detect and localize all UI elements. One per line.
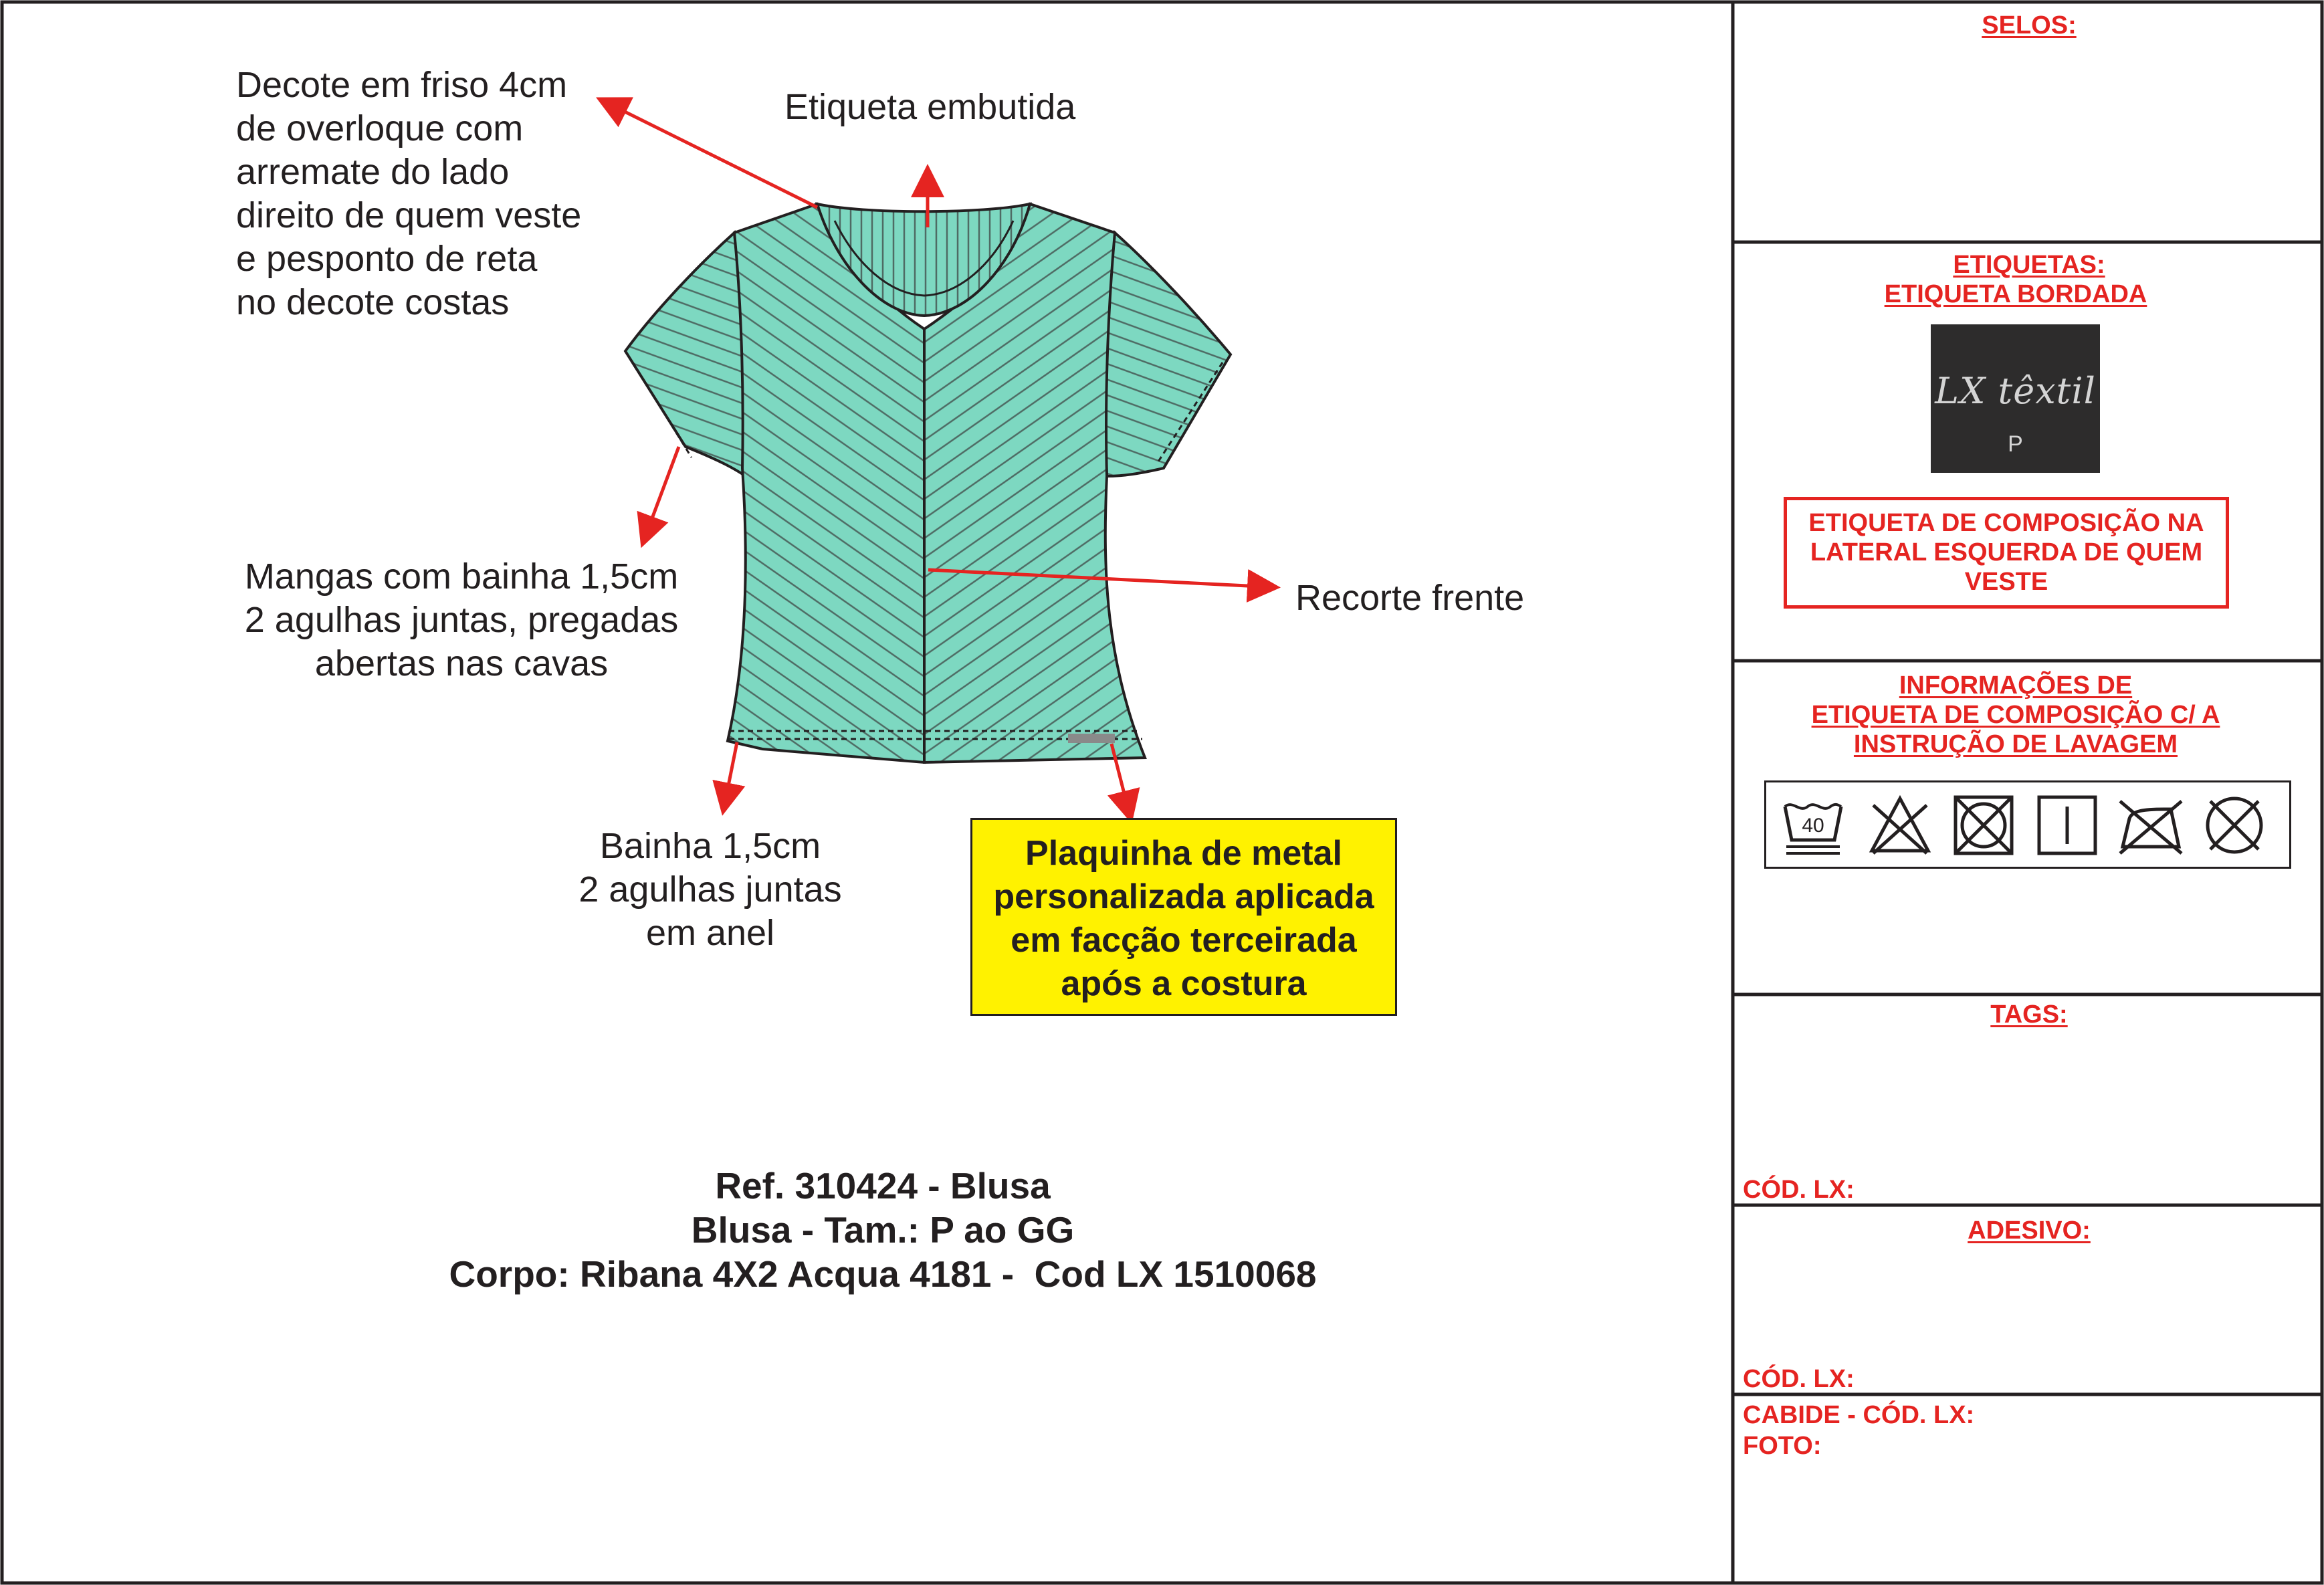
informacoes-heading — [1735, 671, 2297, 759]
annotation-mangas — [194, 555, 729, 685]
annotation-etiqueta — [784, 86, 1075, 129]
callout-line: após a costura — [1061, 964, 1307, 1003]
brand-label — [1931, 324, 2100, 473]
no-tumble-dry-icon — [1950, 792, 2017, 859]
annotation-line: direito de quem veste — [236, 195, 582, 235]
composition-line: VESTE — [1964, 568, 2048, 596]
annotation-line: Bainha 1,5cm — [599, 826, 821, 866]
annotation-line: Mangas com bainha 1,5cm — [244, 556, 679, 597]
no-iron-icon — [2117, 792, 2184, 859]
adesivo-heading: ADESIVO: — [1968, 1217, 2091, 1245]
annotation-line: 2 agulhas juntas — [578, 869, 842, 910]
composition-label-box — [1784, 497, 2229, 609]
foto-label: FOTO: — [1743, 1432, 1822, 1460]
annotation-line: Decote em friso 4cm — [236, 65, 568, 105]
no-dry-clean-icon — [2201, 792, 2268, 859]
left-sleeve — [625, 233, 746, 476]
callout-plaquinha — [970, 818, 1397, 1016]
brand-label-name: LX têxtil — [1935, 370, 2096, 412]
arrow-mangas — [643, 447, 679, 542]
etiqueta-bordada-heading: ETIQUETA BORDADA — [1884, 280, 2147, 308]
annotation-line: em anel — [645, 913, 775, 953]
annotation-line: 2 agulhas juntas, pregadas — [244, 600, 679, 640]
cod-lx-adesivo: CÓD. LX: — [1743, 1365, 1855, 1393]
annotation-line: abertas nas cavas — [314, 643, 609, 683]
cabide-cod-lx: CABIDE - CÓD. LX: — [1743, 1401, 1975, 1429]
callout-line: Plaquinha de metal — [1025, 834, 1342, 873]
brand-label-size: P — [2008, 431, 2023, 457]
annotation-bainha — [543, 825, 877, 955]
callout-line: personalizada aplicada — [993, 877, 1374, 916]
composition-line: ETIQUETA DE COMPOSIÇÃO NA — [1808, 509, 2204, 537]
annotation-line: arremate do lado — [236, 152, 510, 192]
metal-plate — [1068, 734, 1115, 743]
reference-line-2: Blusa - Tam.: P ao GG — [691, 1209, 1075, 1251]
no-bleach-icon — [1867, 792, 1933, 859]
wash-temperature: 40 — [1802, 815, 1824, 837]
care-symbols-row — [1764, 780, 2291, 869]
selos-heading: SELOS: — [1982, 11, 2077, 39]
arrow-bainha — [724, 742, 737, 809]
cod-lx-tags: CÓD. LX: — [1743, 1176, 1855, 1204]
annotation-line: no decote costas — [236, 282, 510, 322]
annotation-line: e pesponto de reta — [236, 239, 538, 279]
etiquetas-heading: ETIQUETAS: — [1953, 251, 2105, 279]
reference-line-3: Corpo: Ribana 4X2 Acqua 4181 - Cod LX 1510068 — [449, 1253, 1317, 1295]
annotation-decote — [236, 64, 581, 324]
annotation-line: Recorte frente — [1295, 578, 1525, 618]
callout-line: em facção terceirada — [1011, 921, 1357, 960]
annotation-line: de overloque com — [236, 108, 524, 148]
reference-line-1: Ref. 310424 - Blusa — [715, 1165, 1051, 1206]
right-sleeve — [1105, 233, 1231, 476]
informacoes-line: ETIQUETA DE COMPOSIÇÃO C/ A — [1811, 701, 2220, 729]
line-dry-icon — [2034, 792, 2101, 859]
reference-block — [354, 1164, 1411, 1296]
annotation-recorte — [1295, 576, 1524, 620]
tags-heading: TAGS: — [1990, 1000, 2068, 1029]
annotation-line: Etiqueta embutida — [784, 87, 1076, 127]
informacoes-line: INFORMAÇÕES DE — [1899, 671, 2133, 700]
wash-40-icon — [1780, 792, 1846, 859]
composition-line: LATERAL ESQUERDA DE QUEM — [1810, 538, 2203, 566]
informacoes-line: INSTRUÇÃO DE LAVAGEM — [1853, 730, 2178, 758]
